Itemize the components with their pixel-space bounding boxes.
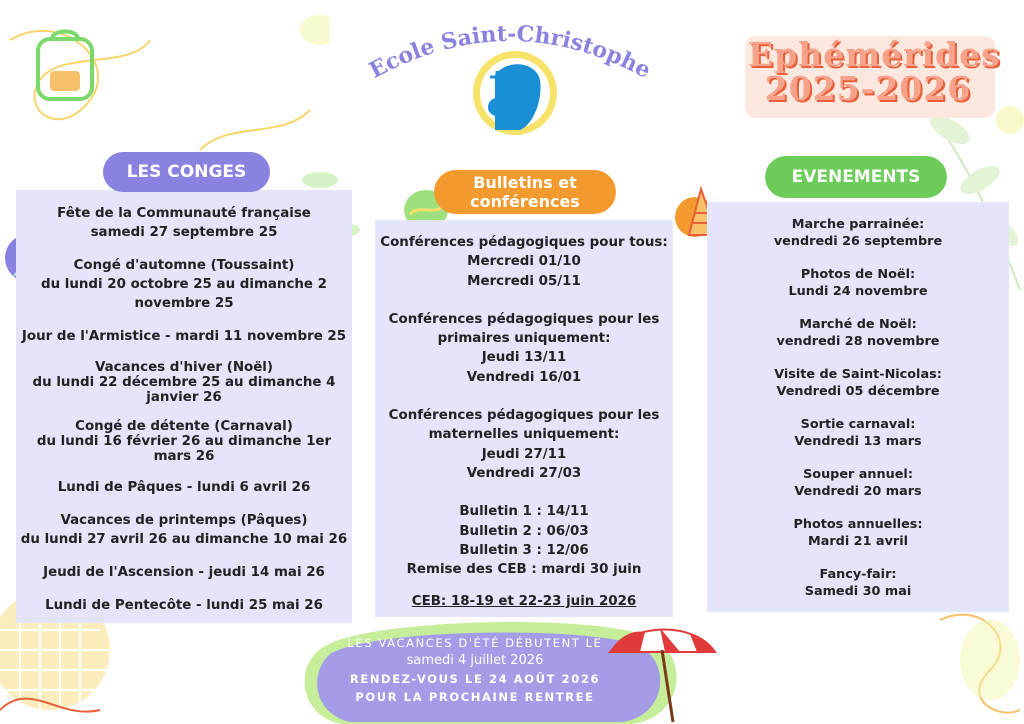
- page-title: [748, 35, 1001, 118]
- evenements-item: [707, 417, 1009, 450]
- bulletins-item-line: Mercredi 05/11: [467, 273, 581, 289]
- bulletins-item-line: Vendredi 27/03: [466, 465, 582, 481]
- evenements-item-line: Vendredi 13 mars: [794, 433, 922, 449]
- backpack-icon: [30, 25, 100, 105]
- evenements-item: [707, 217, 1009, 250]
- conges-item-line: Congé d'automne (Toussaint): [73, 258, 295, 273]
- bulletins-item-line: Mercredi 01/10: [467, 254, 581, 270]
- bulletins-item-line: Conférences pédagogiques pour tous:: [380, 235, 668, 250]
- evenements-panel: [707, 202, 1009, 612]
- footer-line-1: LES VACANCES D'ÉTÉ DÉBUTENT LE: [347, 636, 603, 650]
- evenements-item: [707, 517, 1009, 550]
- conges-item-line: du lundi 22 décembre 25 au dimanche 4: [32, 375, 336, 390]
- svg-text:Ecole Saint-Christophe: Ecole Saint-Christophe: [364, 20, 656, 84]
- conges-item-line: novembre 25: [134, 296, 234, 311]
- bulletins-item-line: Bulletin 2 : 06/03: [459, 523, 589, 539]
- school-logo: [465, 45, 565, 140]
- conges-item-line: Lundi de Pentecôte - lundi 25 mai 26: [45, 598, 323, 613]
- footer-line-4: POUR LA PROCHAINE RENTREE: [355, 690, 595, 704]
- evenements-item: [707, 317, 1009, 350]
- evenements-item-line: Visite de Saint-Nicolas:: [774, 367, 942, 382]
- conges-item-line: Jeudi de l'Ascension - jeudi 14 mai 26: [43, 565, 325, 580]
- bulletins-item-line: Conférences pédagogiques pour les: [388, 311, 660, 327]
- ceb-dates: CEB: 18-19 et 22-23 juin 2026: [411, 594, 637, 609]
- evenements-item-line: Souper annuel:: [803, 467, 913, 482]
- bulletins-item-line: primaires uniquement:: [437, 331, 611, 347]
- bulletins-item-line: Bulletin 3 : 12/06: [459, 542, 589, 558]
- evenements-item-line: Vendredi 05 décembre: [776, 383, 940, 399]
- evenements-item-line: Sortie carnaval:: [800, 417, 916, 432]
- bulletins-item-line: Conférences pédagogiques pour les: [388, 408, 660, 424]
- conges-item-line: Congé de détente (Carnaval): [75, 419, 293, 434]
- evenements-item-line: vendredi 28 novembre: [776, 333, 940, 349]
- bulletins-item: [375, 310, 673, 387]
- bulletins-item-line: Bulletin 1 : 14/11: [459, 504, 589, 520]
- conges-heading: LES CONGES: [103, 152, 270, 192]
- evenements-item-line: Photos annuelles:: [793, 517, 923, 532]
- conges-item-line: janvier 26: [146, 390, 222, 405]
- conges-item-line: mars 26: [153, 449, 215, 464]
- conges-item-line: Vacances d'hiver (Noël): [94, 360, 274, 375]
- bulletins-heading-line-1: Bulletins et: [473, 173, 577, 192]
- conges-item: [16, 360, 352, 405]
- footer-text: [325, 634, 625, 706]
- conges-item: [16, 204, 352, 242]
- bulletins-panel: [375, 220, 673, 617]
- evenements-item-line: Fancy-fair:: [819, 567, 897, 582]
- evenements-heading: EVENEMENTS: [765, 156, 947, 198]
- conges-item: [16, 511, 352, 549]
- conges-item: [16, 478, 352, 497]
- bulletins-heading-line-2: conférences: [470, 192, 580, 211]
- title-line-1: Ephémérides: [748, 35, 1001, 74]
- evenements-item-line: Lundi 24 novembre: [788, 283, 928, 299]
- conges-item-line: du lundi 16 février 26 au dimanche 1er: [36, 434, 332, 449]
- footer-line-2: samedi 4 juillet 2026: [406, 653, 544, 668]
- conges-item: [16, 256, 352, 313]
- conges-item-line: samedi 27 septembre 25: [90, 225, 278, 240]
- evenements-item-line: Photos de Noël:: [800, 267, 916, 282]
- bulletins-item-line: Jeudi 13/11: [481, 350, 567, 366]
- conges-item: [16, 327, 352, 346]
- conges-item: [16, 419, 352, 464]
- evenements-item: [707, 367, 1009, 400]
- conges-item-line: Vacances de printemps (Pâques): [60, 513, 308, 528]
- conges-item-line: Jour de l'Armistice - mardi 11 novembre 25: [21, 329, 347, 344]
- evenements-item-line: Samedi 30 mai: [804, 583, 912, 599]
- bulletins-item: [375, 233, 673, 291]
- evenements-item-line: vendredi 26 septembre: [773, 233, 943, 249]
- evenements-item: [707, 267, 1009, 300]
- evenements-item: [707, 567, 1009, 600]
- bulletins-item-line: Remise des CEB : mardi 30 juin: [406, 562, 642, 578]
- evenements-item-line: Marché de Noël:: [799, 317, 917, 332]
- conges-item: [16, 596, 352, 615]
- bulletins-heading: [434, 170, 616, 214]
- footer-line-3: RENDEZ-VOUS LE 24 AOÛT 2026: [349, 672, 601, 686]
- decorative-squiggle-right: [930, 600, 1024, 724]
- bulletins-item: [375, 502, 673, 579]
- conges-item-line: Fête de la Communauté française: [57, 206, 311, 221]
- evenements-item-line: Mardi 21 avril: [807, 533, 908, 549]
- evenements-item: [707, 467, 1009, 500]
- bulletins-item-line: maternelles uniquement:: [428, 427, 620, 443]
- bulletins-item-line: Jeudi 27/11: [481, 446, 567, 462]
- conges-item: [16, 563, 352, 582]
- bulletins-item: [375, 406, 673, 483]
- conges-item-line: Lundi de Pâques - lundi 6 avril 26: [57, 480, 311, 495]
- title-line-2: 2025-2026: [764, 69, 972, 108]
- bulletins-item-line: Vendredi 16/01: [466, 369, 582, 385]
- evenements-item-line: Marche parrainée:: [791, 217, 925, 232]
- conges-item-line: du lundi 20 octobre 25 au dimanche 2: [41, 277, 327, 292]
- evenements-item-line: Vendredi 20 mars: [794, 483, 922, 499]
- conges-panel: [16, 190, 352, 623]
- conges-item-line: du lundi 27 avril 26 au dimanche 10 mai 26: [20, 532, 348, 547]
